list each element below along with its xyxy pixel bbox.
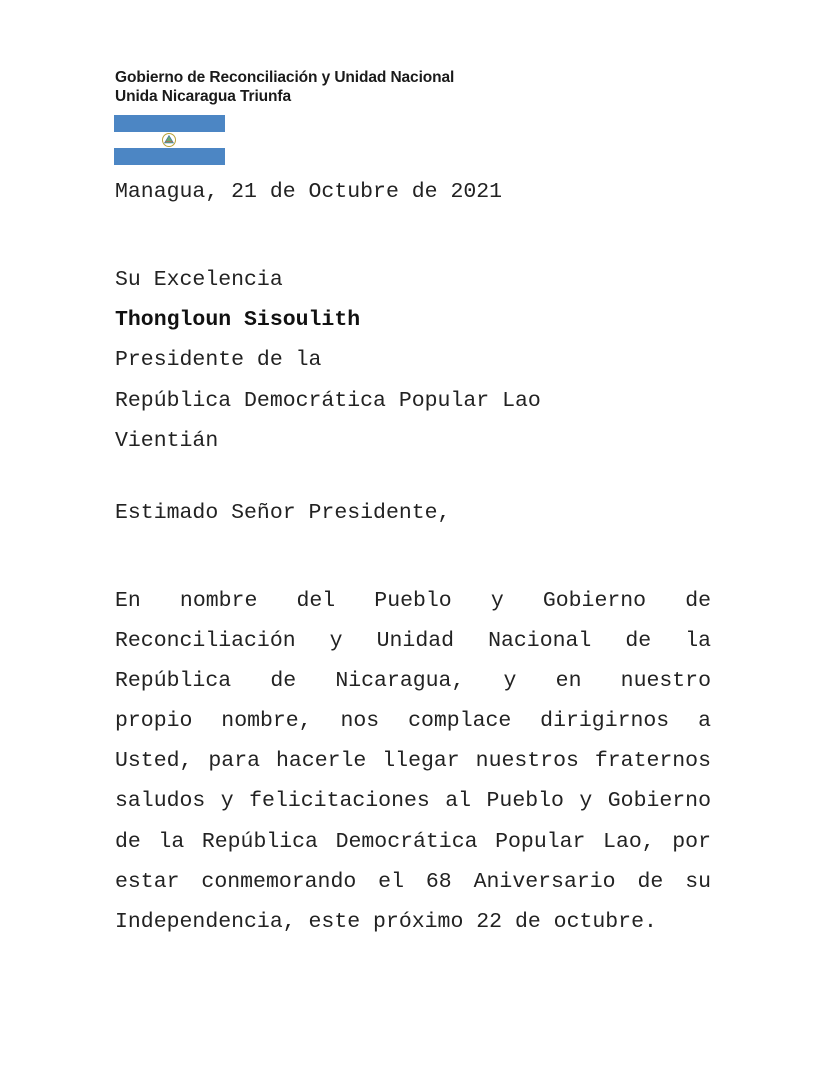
recipient-city: Vientián (115, 428, 219, 453)
body-line: Independencia, este próximo 22 de octubre. (115, 909, 657, 934)
recipient-title-line-2: República Democrática Popular Lao (115, 388, 541, 413)
letterhead-slogan: Unida Nicaragua Triunfa (115, 88, 291, 105)
body-line: Reconciliación y Unidad Nacional de la (115, 629, 711, 654)
coat-of-arms-icon (160, 132, 178, 148)
body-line: Usted, para hacerle llegar nuestros fraternos (115, 749, 711, 774)
body-line: República de Nicaragua, y en nuestro (115, 669, 711, 694)
flag-top-band (114, 115, 225, 132)
salutation: Estimado Señor Presidente, (115, 501, 451, 525)
letter-date: Managua, 21 de Octubre de 2021 (115, 180, 503, 204)
recipient-name: Thongloun Sisoulith (115, 308, 361, 333)
flag-bottom-band (114, 148, 225, 165)
recipient-address (115, 260, 541, 461)
body-line: propio nombre, nos complace dirigirnos a (115, 709, 711, 734)
recipient-honorific: Su Excelencia (115, 268, 283, 292)
body-line: estar conmemorando el 68 Aniversario de su (115, 869, 711, 894)
letter-body (115, 581, 711, 942)
body-line: de la República Democrática Popular Lao, por (115, 829, 711, 854)
letterhead (115, 68, 454, 106)
nicaragua-flag-icon (114, 115, 225, 165)
body-line: En nombre del Pueblo y Gobierno de (115, 589, 711, 613)
body-line: saludos y felicitaciones al Pueblo y Gobierno (115, 789, 711, 814)
letterhead-government-name: Gobierno de Reconciliación y Unidad Nacional (115, 69, 455, 86)
recipient-title-line-1: Presidente de la (115, 348, 322, 373)
